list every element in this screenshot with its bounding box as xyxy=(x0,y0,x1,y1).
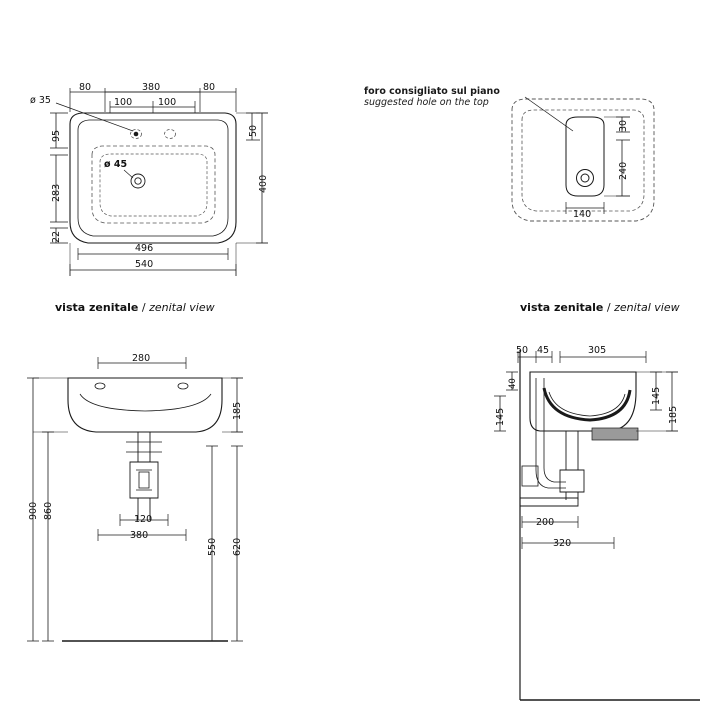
dim-fixing-height: 550 xyxy=(207,537,218,556)
caption-top-left-bold: vista zenitale xyxy=(55,301,139,314)
caption-top-right-bold: vista zenitale xyxy=(520,301,604,314)
dim-front-rim: 22 xyxy=(51,230,62,243)
dim-trap-width: 120 xyxy=(134,514,153,525)
caption-top-right-sep: / xyxy=(603,301,615,314)
dim-edge-left: 80 xyxy=(79,82,92,93)
dim-side-offset-b: 45 xyxy=(537,345,550,356)
suggested-hole-note xyxy=(364,86,500,108)
dim-rear-offset: 50 xyxy=(248,124,259,137)
dim-basin-height: 185 xyxy=(232,401,243,420)
dim-edge-right: 80 xyxy=(203,82,216,93)
dim-floor-to-rim: 900 xyxy=(28,501,39,520)
dim-total-side-height: 185 xyxy=(668,405,679,424)
dim-front-view-top-width: 280 xyxy=(132,353,151,364)
dim-inner-width: 380 xyxy=(142,82,161,93)
dim-drain-diameter: ø 45 xyxy=(104,159,128,170)
dim-hole-diameter: ø 35 xyxy=(30,95,51,106)
caption-top-left xyxy=(55,301,215,314)
dim-supply-height: 620 xyxy=(232,537,243,556)
dim-hole-rear-offset: 30 xyxy=(618,119,629,132)
dim-hole-spacing-right: 100 xyxy=(158,97,177,108)
dim-total-width: 540 xyxy=(135,259,154,270)
dim-wall-outlet-height: 40 xyxy=(508,378,518,389)
caption-top-right xyxy=(520,301,680,314)
note-line-italian: foro consigliato sul piano xyxy=(364,86,500,97)
dim-total-depth: 400 xyxy=(258,174,269,193)
dim-left-height: 145 xyxy=(495,407,506,426)
caption-top-left-sep: / xyxy=(138,301,150,314)
note-line-english: suggested hole on the top xyxy=(364,97,489,108)
dim-hole-depth: 240 xyxy=(618,161,629,180)
dim-waste-depth: 200 xyxy=(536,517,555,528)
caption-top-right-italic: zenital view xyxy=(614,301,680,314)
dim-back-depth: 95 xyxy=(51,129,62,142)
dim-hole-center-left: 140 xyxy=(573,209,592,220)
dim-hole-spacing-left: 100 xyxy=(114,97,133,108)
dim-right-height: 145 xyxy=(651,386,662,405)
caption-top-left-italic: zenital view xyxy=(149,301,215,314)
dim-bracket-span: 380 xyxy=(130,530,149,541)
dim-side-offset-a: 50 xyxy=(516,345,529,356)
dim-side-depth: 305 xyxy=(588,345,607,356)
dim-bowl-depth: 283 xyxy=(51,183,62,202)
dim-overall-depth: 320 xyxy=(553,538,572,549)
dim-bowl-width: 496 xyxy=(135,243,154,254)
dim-floor-to-underside: 860 xyxy=(43,501,54,520)
